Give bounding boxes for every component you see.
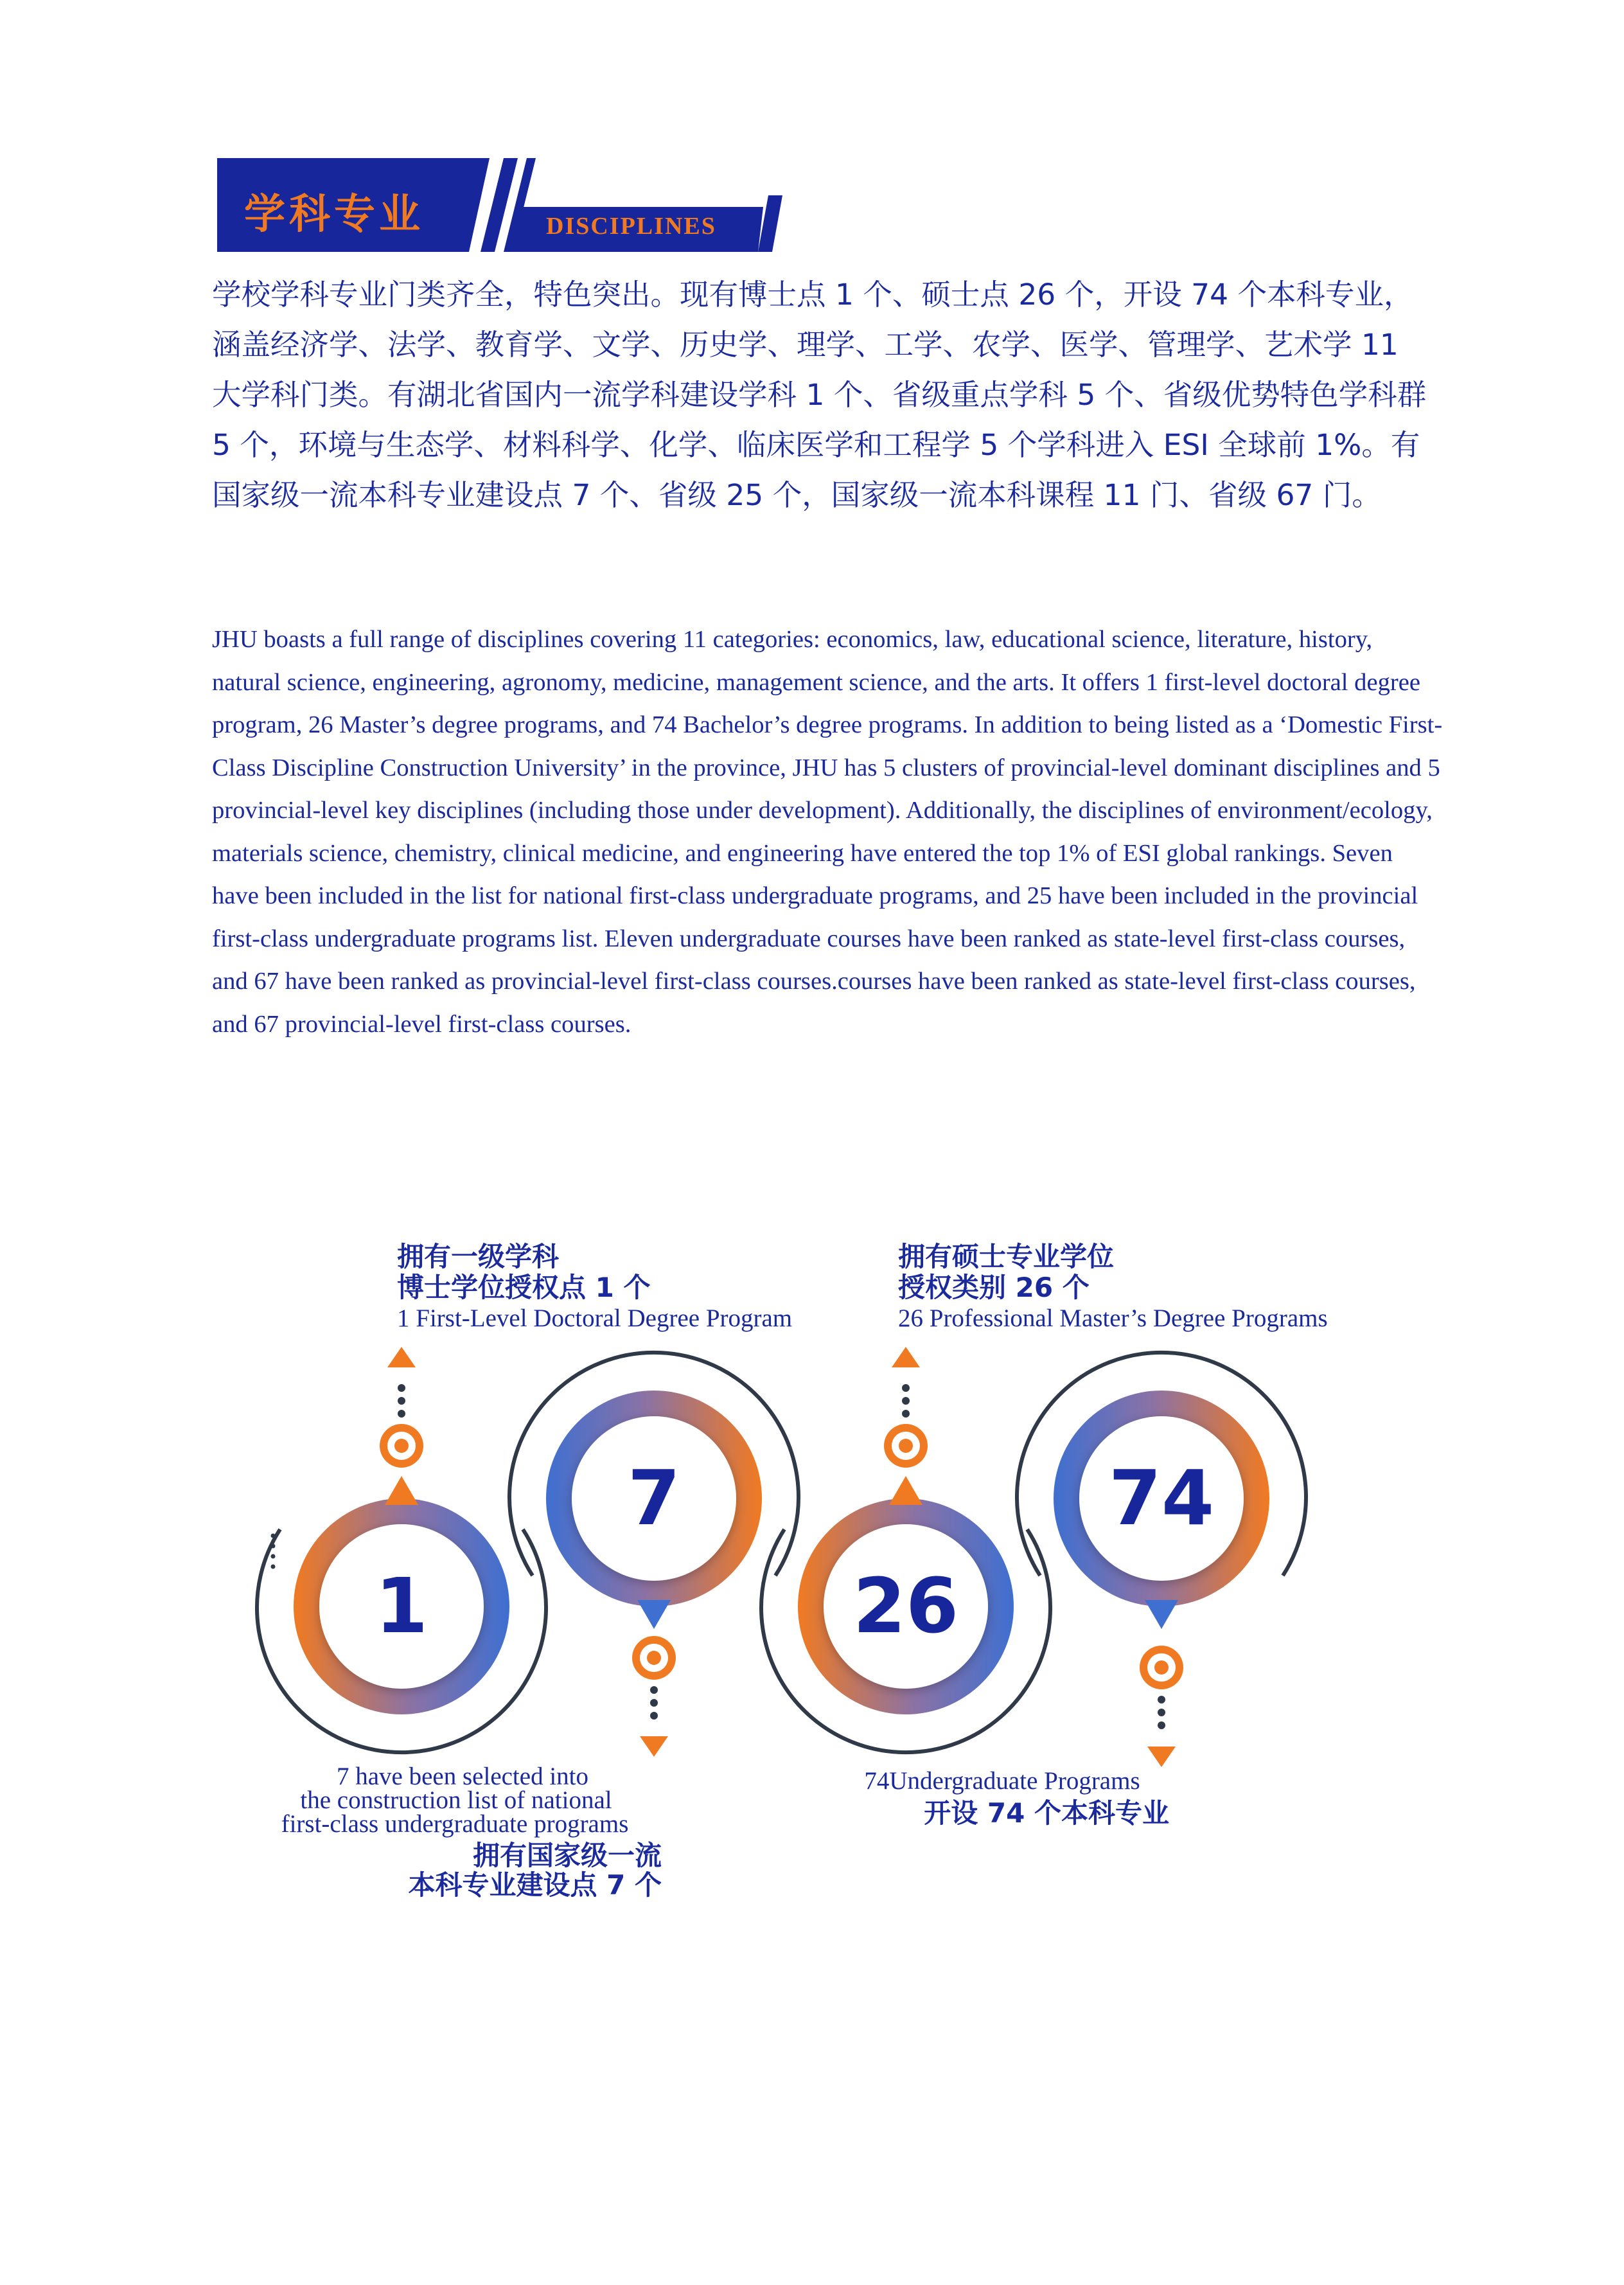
stripe-3 [758, 195, 782, 252]
stat-circle-4 [1017, 1353, 1306, 1767]
dot [271, 1544, 276, 1549]
caption-zh-line: 博士学位授权点 1 个 [397, 1272, 651, 1303]
stat-circle-2 [509, 1353, 799, 1757]
caption-en-line: 74Undergraduate Programs [864, 1767, 1140, 1795]
pointer [637, 1600, 671, 1629]
pointer [889, 1476, 922, 1505]
arrow-up-icon [387, 1347, 416, 1367]
caption-en-line: the construction list of national [300, 1786, 612, 1814]
section-title: 学科专业 [244, 191, 424, 238]
caption-en-line: first-class undergraduate programs [281, 1810, 629, 1838]
target-icon-center [1154, 1660, 1169, 1675]
target-icon-center [394, 1439, 409, 1453]
dot [1158, 1721, 1165, 1729]
caption-zh-line: 开设 74 个本科专业 [924, 1797, 1169, 1829]
dot [398, 1384, 405, 1392]
dot [650, 1699, 658, 1707]
stat-value: 74 [1108, 1454, 1215, 1542]
stat-value: 1 [375, 1561, 428, 1650]
dot [650, 1686, 658, 1694]
arrow-down-icon [640, 1736, 668, 1757]
dot [271, 1565, 276, 1569]
stat-value: 26 [852, 1561, 959, 1650]
section-subtitle: DISCIPLINES [546, 213, 716, 240]
pointer [1145, 1600, 1178, 1629]
dot [902, 1397, 910, 1405]
caption-zh-line: 拥有国家级一流 [472, 1840, 662, 1871]
dot [902, 1410, 910, 1418]
target-icon-center [647, 1651, 661, 1665]
caption-undergraduate [835, 1768, 1169, 1829]
caption-zh-line: 拥有硕士专业学位 [898, 1241, 1115, 1272]
pointer [385, 1476, 418, 1505]
caption-en-line: 26 Professional Master’s Degree Programs [898, 1304, 1328, 1332]
dot [271, 1534, 276, 1538]
caption-masters [898, 1241, 1328, 1331]
dot [902, 1384, 910, 1392]
intro-zh-paragraph: 学校学科专业门类齐全，特色突出。现有博士点 1 个、硕士点 26 个，开设 74 个本科专业，涵盖经济学、法学、教育学、文学、历史学、理学、工学、农学、医学、管理学、艺术学 11 大学科门类。有湖北省国内一流学科建设学科 1 个、省级重点学科 5 个、省级优势特色学科群 5 个，环境与生态学、材料科学、化学、临床医学和工程学 5 个学科进入 ESI 全球前 1%。有国家级一流本科专业建设点 7 个、省级 25 个，国家级一流本科课程 11 门、省级 67 门。 [212, 278, 1427, 512]
dot [650, 1712, 658, 1720]
dot [398, 1397, 405, 1405]
stat-circle-3 [761, 1347, 1050, 1752]
caption-en-line: 7 have been selected into [337, 1763, 588, 1790]
caption-zh-line: 本科专业建设点 7 个 [408, 1869, 662, 1901]
target-icon-center [899, 1439, 913, 1453]
caption-doctoral [397, 1241, 792, 1331]
caption-zh-line: 拥有一级学科 [397, 1241, 560, 1272]
caption-national-programs [231, 1765, 662, 1900]
dot [1158, 1709, 1165, 1716]
arrow-up-icon [892, 1347, 920, 1367]
caption-en-line: 1 First-Level Doctoral Degree Program [397, 1304, 793, 1332]
arrow-down-icon [1147, 1747, 1176, 1767]
stat-value: 7 [627, 1454, 681, 1542]
dot [398, 1410, 405, 1418]
dot [1158, 1696, 1165, 1703]
intro-en-paragraph: JHU boasts a full range of disciplines covering 11 categories: economics, law, educational science, literature, history, natural science, engineering, agronomy, medicine, management science, and the arts. It offers 1 first-level doctoral degree program, 26 Master’s degree programs, and 74 Bachelor’s degree programs. In addition to being listed as a ‘Domestic First-Class Discipline Construction University’ in the province, JHU has 5 clusters of provincial-level dominant disciplines and 5 provincial-level key disciplines (including those under development). Additionally, the disciplines of environment/ecology, materials science, chemistry, clinical medicine, and engineering have entered the top 1% of ESI global rankings. Seven have been included in the list for national first-class undergraduate programs, and 25 have been included in the provincial first-class undergraduate programs list. Eleven undergraduate courses have been ranked as state-level first-class courses, and 67 have been ranked as provincial-level first-class courses.courses have been ranked as state-level first-class courses, and 67 provincial-level first-class courses. [212, 626, 1443, 1038]
caption-zh-line: 授权类别 26 个 [898, 1272, 1090, 1303]
stat-circle-1 [257, 1347, 546, 1752]
dot [271, 1554, 276, 1559]
